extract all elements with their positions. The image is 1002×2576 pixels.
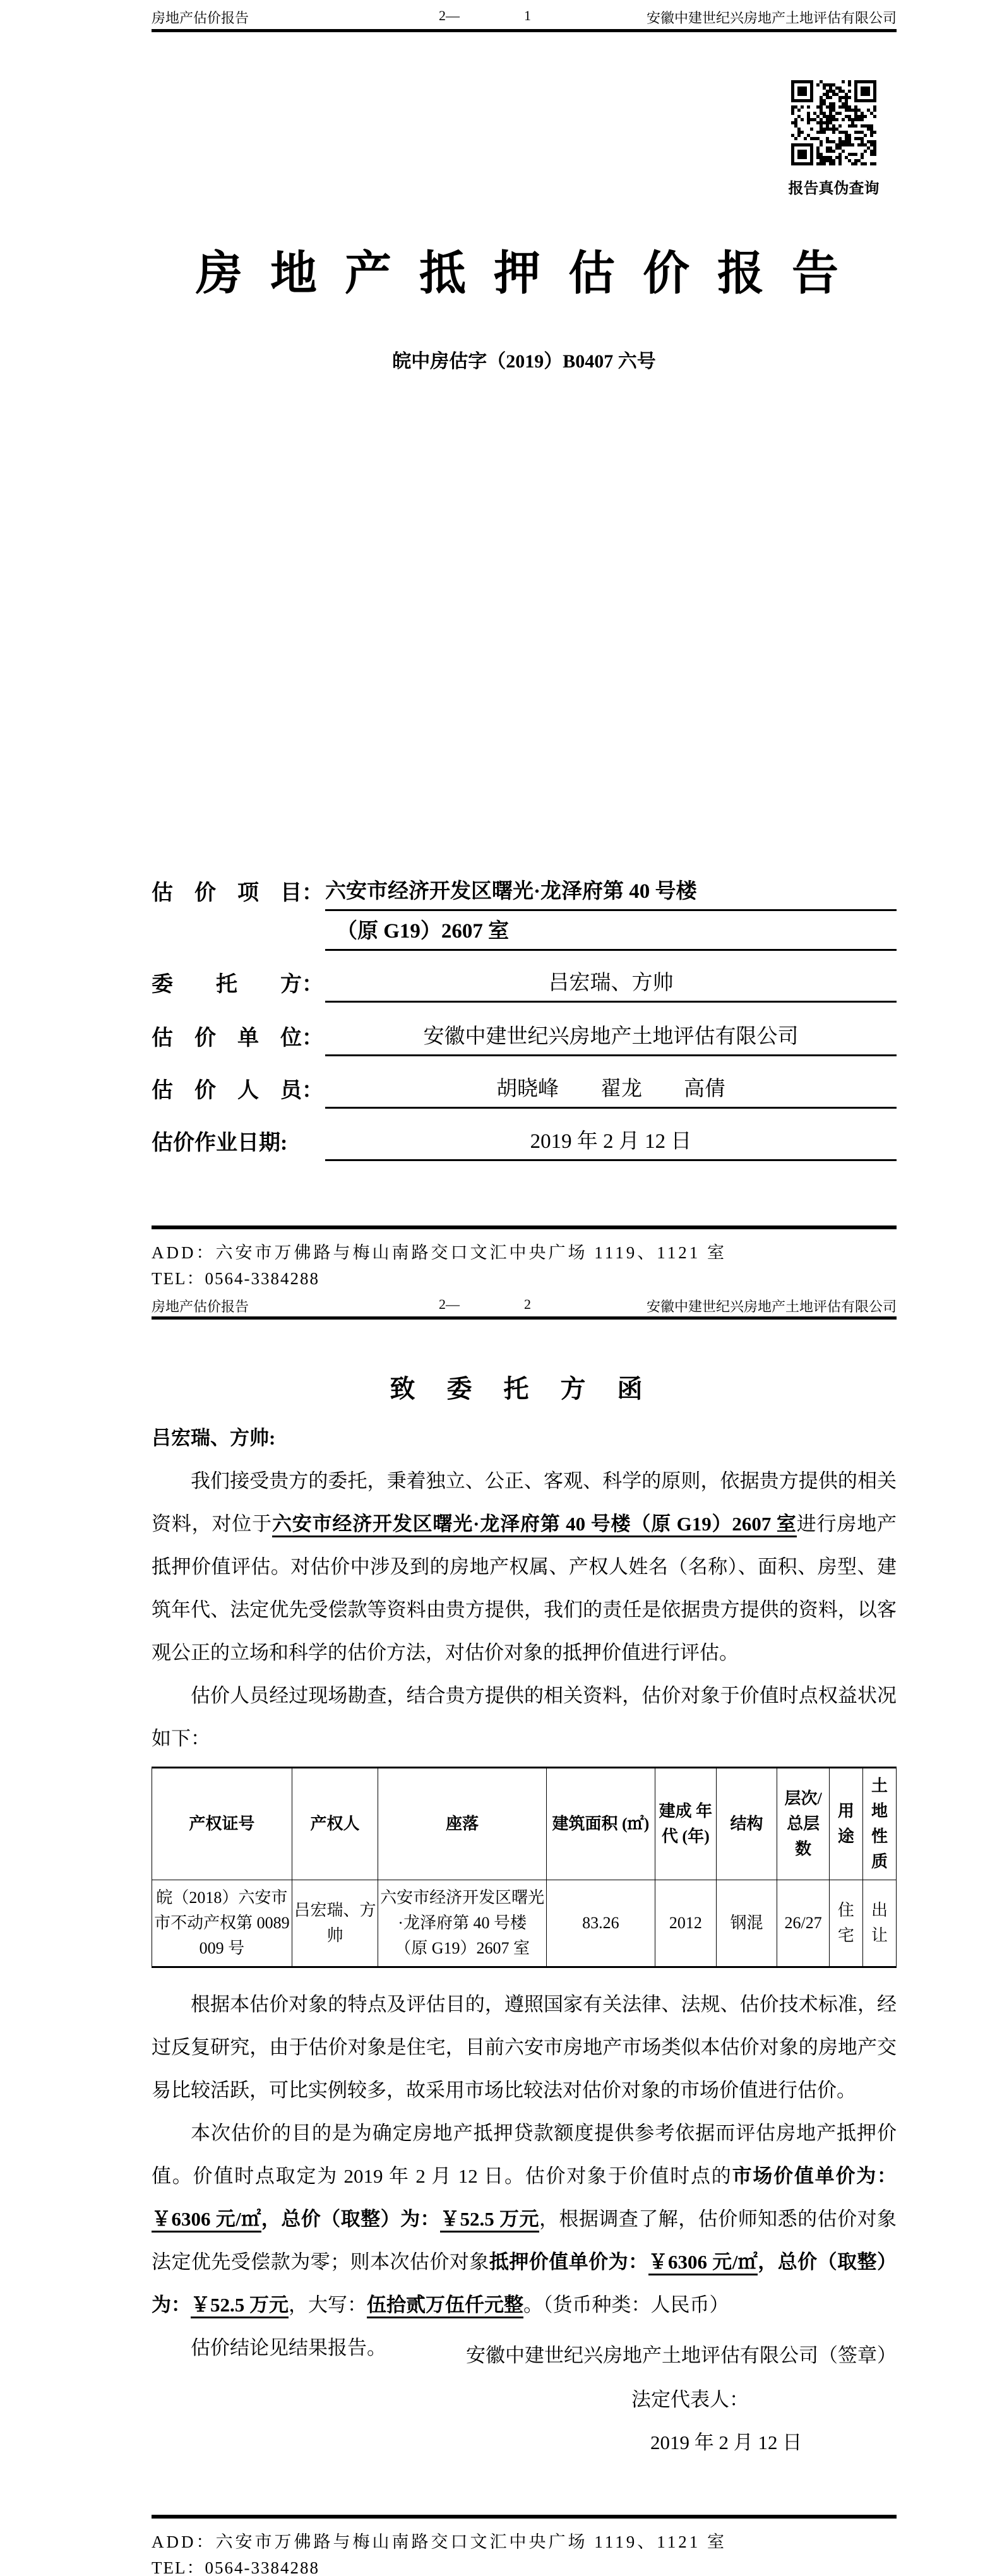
form-row-project bbox=[152, 874, 897, 911]
salutation: 吕宏瑞、方帅: bbox=[152, 1427, 276, 1449]
form-label: 委 托 方： bbox=[152, 973, 323, 996]
qr-code-icon bbox=[791, 80, 876, 165]
header-page-prefix: 2— bbox=[439, 8, 460, 23]
table-header-cell: 用途 bbox=[829, 1768, 862, 1880]
letter-body bbox=[152, 1460, 897, 2370]
header-rule bbox=[152, 1316, 897, 1320]
table-cell: 住宅 bbox=[829, 1880, 862, 1967]
form-value: 吕宏瑞、方帅 bbox=[325, 966, 897, 1003]
table-cell: 六安市经济开发区曙光·龙泽府第 40 号楼 （原 G19）2607 室 bbox=[378, 1880, 546, 1967]
table-header-cell: 土地 性质 bbox=[862, 1768, 896, 1880]
doc-number: 皖中房估字（2019）B0407 六号 bbox=[392, 351, 656, 372]
form-value: 2019 年 2 月 12 日 bbox=[325, 1124, 897, 1161]
header-rule bbox=[152, 29, 897, 32]
table-cell: 钢混 bbox=[716, 1880, 777, 1967]
report-title: 房地产抵押估价报告 bbox=[196, 248, 866, 300]
header-company: 安徽中建世纪兴房地产土地评估有限公司 bbox=[646, 10, 897, 26]
form-row-date bbox=[152, 1124, 897, 1161]
table-cell: 出让 bbox=[862, 1880, 896, 1967]
form-value: 安徽中建世纪兴房地产土地评估有限公司 bbox=[325, 1020, 897, 1056]
paragraph-group bbox=[152, 1983, 897, 2370]
table-cell: 26/27 bbox=[777, 1880, 830, 1967]
table-cell: 皖（2018）六安市市不动产权第 0089009 号 bbox=[152, 1880, 292, 1967]
closing-date: 2019 年 2 月 12 日 bbox=[650, 2431, 802, 2454]
legal-representative-label: 法定代表人： bbox=[631, 2388, 749, 2411]
header-page-prefix: 2— bbox=[439, 1296, 460, 1312]
table-header-cell: 层次/ 总层数 bbox=[777, 1768, 830, 1880]
footer-phone: TEL：0564-3384288 bbox=[152, 1269, 319, 1288]
table-header-cell: 结构 bbox=[716, 1768, 777, 1880]
table-cell: 2012 bbox=[655, 1880, 716, 1967]
form-label: 估 价 人 员： bbox=[152, 1079, 323, 1102]
header-page-number: 1 bbox=[524, 8, 531, 23]
paragraph-group bbox=[152, 1460, 897, 1760]
footer-address: ADD：六安市万佛路与梅山南路交口文汇中央广场 1119、1121 室 bbox=[152, 1243, 727, 1262]
table-cell: 吕宏瑞、方帅 bbox=[292, 1880, 378, 1967]
letter-title: 致委托方函 bbox=[390, 1374, 674, 1403]
page1-running-header bbox=[152, 8, 897, 27]
table-header-cell: 建成 年代 (年) bbox=[655, 1768, 716, 1880]
qr-label: 报告真伪查询 bbox=[788, 181, 880, 197]
table-header-cell: 产权人 bbox=[292, 1768, 378, 1880]
page2-running-header bbox=[152, 1296, 897, 1315]
table-header-cell: 建筑面积 (㎡) bbox=[546, 1768, 655, 1880]
form-row-client bbox=[152, 966, 897, 1003]
table-row bbox=[152, 1880, 897, 1967]
property-table bbox=[152, 1767, 897, 1968]
header-doc-type: 房地产估价报告 bbox=[152, 1299, 249, 1315]
form-value: 胡晓峰 翟龙 高倩 bbox=[325, 1072, 897, 1109]
form-label: 估价作业日期: bbox=[152, 1131, 288, 1155]
paragraph: 估价结论见结果报告。 bbox=[191, 2337, 386, 2359]
qr-block bbox=[788, 80, 880, 198]
table-header-cell: 产权证号 bbox=[152, 1768, 292, 1880]
form-row-appraisers bbox=[152, 1072, 897, 1109]
form-label: 估 价 项 目： bbox=[152, 881, 323, 905]
closing-company-signature: 安徽中建世纪兴房地产土地评估有限公司（签章） bbox=[466, 2344, 897, 2366]
form-row-project-line2 bbox=[152, 914, 897, 951]
paragraph: 估价人员经过现场勘查，结合贵方提供的相关资料，估价对象于价值时点权益状况如下： bbox=[152, 1685, 897, 1750]
table-cell: 83.26 bbox=[546, 1880, 655, 1967]
form-value: （原 G19）2607 室 bbox=[325, 914, 897, 951]
footer-rule bbox=[152, 1225, 897, 1229]
footer-phone: TEL：0564-3384288 bbox=[152, 2558, 319, 2576]
paragraph: 本次估价的目的是为确定房地产抵押贷款额度提供参考依据而评估房地产抵押价值。价值时点取定为 2019 年 2 月 12 日。估价对象于价值时点的市场价值单价为：￥6306 元/㎡，总价（取整）为：￥52.5 万元，根据调查了解，估价师知悉的估价对象法定优先受偿款为零；则本次估价对象抵押价值单价为：￥6306 元/㎡，总价（取整）为：￥52.5 万元，大写：伍拾贰万伍仟元整。（货币种类：人民币） bbox=[152, 2112, 897, 2327]
header-company: 安徽中建世纪兴房地产土地评估有限公司 bbox=[646, 1299, 897, 1315]
paragraph: 根据本估价对象的特点及评估目的，遵照国家有关法律、法规、估价技术标准，经过反复研究，由于估价对象是住宅，目前六安市房地产市场类似本估价对象的房地产交易比较活跃，可比实例较多，故采用市场比较法对估价对象的市场价值进行估价。 bbox=[152, 1993, 897, 2101]
paragraph: 我们接受贵方的委托，秉着独立、公正、客观、科学的原则，依据贵方提供的相关资料，对位于六安市经济开发区曙光·龙泽府第 40 号楼（原 G19）2607 室进行房地产抵押价值评估。对估价中涉及到的房地产权属、产权人姓名（名称）、面积、房型、建筑年代、法定优先受偿款等资料由贵方提供，我们的责任是依据贵方提供的资料，以客观公正的立场和科学的估价方法，对估价对象的抵押价值进行评估。 bbox=[152, 1470, 897, 1664]
header-page-number: 2 bbox=[524, 1296, 531, 1312]
footer-rule bbox=[152, 2515, 897, 2519]
form-row-agency bbox=[152, 1020, 897, 1056]
form-label: 估 价 单 位： bbox=[152, 1027, 323, 1050]
form-value: 六安市经济开发区曙光·龙泽府第 40 号楼 bbox=[325, 874, 897, 911]
form-label-spacer bbox=[152, 946, 325, 951]
table-header-cell: 座落 bbox=[378, 1768, 546, 1880]
header-doc-type: 房地产估价报告 bbox=[152, 10, 249, 26]
footer-address: ADD：六安市万佛路与梅山南路交口文汇中央广场 1119、1121 室 bbox=[152, 2532, 727, 2551]
